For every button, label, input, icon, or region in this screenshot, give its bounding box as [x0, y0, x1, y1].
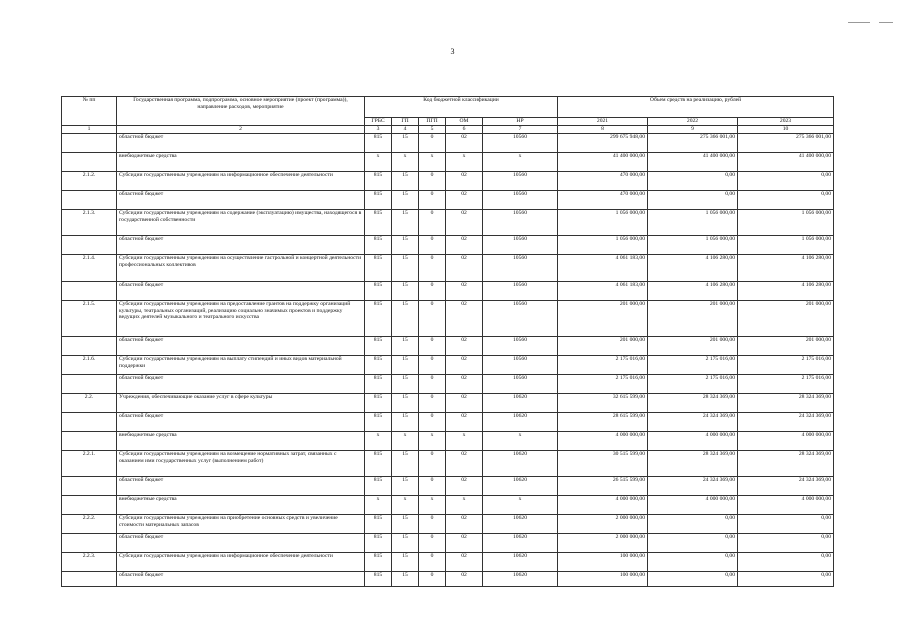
code-om: 02 [446, 134, 483, 153]
code-gp: 15 [392, 210, 419, 236]
amount-2022: 0,00 [648, 553, 738, 572]
amount-2022: 0,00 [648, 534, 738, 553]
page-number: 3 [450, 47, 455, 56]
table-row [62, 191, 834, 210]
row-number: 2.2.1. [62, 451, 117, 477]
code-pgp: 0 [419, 282, 446, 301]
row-number [62, 375, 117, 394]
amount-2022: 0,00 [648, 515, 738, 534]
amount-2023: 4 106 280,00 [738, 282, 834, 301]
table-row [62, 534, 834, 553]
column-index: 2 [117, 126, 365, 134]
code-om: 02 [446, 282, 483, 301]
header-num: № пп [62, 97, 117, 126]
amount-2023: 0,00 [738, 553, 834, 572]
code-grbs: 815 [365, 301, 392, 337]
column-index: 7 [483, 126, 558, 134]
code-pgp: 0 [419, 572, 446, 587]
amount-2022: 201 000,00 [648, 337, 738, 356]
row-number: 2.1.3. [62, 210, 117, 236]
row-name: областной бюджет [117, 413, 365, 432]
code-nr: 10620 [483, 413, 558, 432]
code-om: 02 [446, 375, 483, 394]
table-row [62, 572, 834, 587]
amount-2023: 201 000,00 [738, 337, 834, 356]
code-nr: 10560 [483, 301, 558, 337]
code-om: 02 [446, 255, 483, 282]
code-nr: 10560 [483, 356, 558, 375]
amount-2023: 0,00 [738, 515, 834, 534]
row-name: Субсидии государственным учреждениям на возмещение нормативных затрат, связанных с оказанием ими государственных услуг (выполнением работ) [117, 451, 365, 477]
row-name: областной бюджет [117, 282, 365, 301]
code-nr: 10560 [483, 134, 558, 153]
code-om: 02 [446, 477, 483, 496]
code-grbs: х [365, 432, 392, 451]
amount-2021: 100 000,00 [558, 572, 648, 587]
amount-2023: 0,00 [738, 534, 834, 553]
amount-2022: 4 000 000,00 [648, 432, 738, 451]
header-nr: НР [483, 118, 558, 126]
row-name: областной бюджет [117, 191, 365, 210]
amount-2022: 1 056 000,00 [648, 236, 738, 255]
code-nr: 10560 [483, 172, 558, 191]
table-row [62, 153, 834, 172]
code-grbs: х [365, 153, 392, 172]
amount-2021: 32 615 599,00 [558, 394, 648, 413]
amount-2022: 0,00 [648, 172, 738, 191]
row-number [62, 134, 117, 153]
scan-mark [848, 22, 870, 23]
code-gp: 15 [392, 236, 419, 255]
code-gp: 15 [392, 356, 419, 375]
table-row [62, 375, 834, 394]
code-gp: 15 [392, 477, 419, 496]
row-number: 2.1.2. [62, 172, 117, 191]
amount-2022: 2 175 016,00 [648, 375, 738, 394]
code-nr: 10620 [483, 534, 558, 553]
table-row [62, 172, 834, 191]
amount-2022: 0,00 [648, 572, 738, 587]
table-row [62, 236, 834, 255]
amount-2023: 2 175 016,00 [738, 375, 834, 394]
code-gp: 15 [392, 451, 419, 477]
amount-2023: 275 366 001,00 [738, 134, 834, 153]
code-nr: 10620 [483, 515, 558, 534]
table-row [62, 337, 834, 356]
code-grbs: 815 [365, 356, 392, 375]
header-year-2022: 2022 [648, 118, 738, 126]
amount-2021: 4 061 183,00 [558, 255, 648, 282]
column-index: 6 [446, 126, 483, 134]
row-name: областной бюджет [117, 337, 365, 356]
row-number [62, 413, 117, 432]
table-row [62, 134, 834, 153]
code-om: 02 [446, 515, 483, 534]
code-gp: 15 [392, 337, 419, 356]
code-grbs: 815 [365, 553, 392, 572]
code-om: 02 [446, 210, 483, 236]
row-number: 2.1.6. [62, 356, 117, 375]
table-row [62, 515, 834, 534]
code-grbs: 815 [365, 515, 392, 534]
table-row [62, 394, 834, 413]
amount-2021: 26 515 599,00 [558, 477, 648, 496]
code-gp: 15 [392, 134, 419, 153]
amount-2022: 41 400 000,00 [648, 153, 738, 172]
code-pgp: 0 [419, 255, 446, 282]
code-grbs: 815 [365, 572, 392, 587]
row-name: областной бюджет [117, 572, 365, 587]
code-nr: 10620 [483, 477, 558, 496]
code-om: 02 [446, 337, 483, 356]
amount-2022: 1 056 000,00 [648, 210, 738, 236]
amount-2021: 201 000,00 [558, 301, 648, 337]
code-om: 02 [446, 172, 483, 191]
amount-2022: 24 324 369,00 [648, 413, 738, 432]
amount-2022: 0,00 [648, 191, 738, 210]
amount-2023: 4 000 000,00 [738, 496, 834, 515]
code-om: 02 [446, 413, 483, 432]
code-om: 02 [446, 534, 483, 553]
row-number [62, 337, 117, 356]
code-gp: 15 [392, 255, 419, 282]
code-pgp: х [419, 432, 446, 451]
column-index: 4 [392, 126, 419, 134]
row-number: 2.1.5. [62, 301, 117, 337]
code-om: 02 [446, 553, 483, 572]
code-pgp: 0 [419, 534, 446, 553]
row-number: 2.2.2. [62, 515, 117, 534]
amount-2021: 1 056 000,00 [558, 236, 648, 255]
code-om: 02 [446, 191, 483, 210]
code-gp: х [392, 153, 419, 172]
amount-2023: 24 324 369,00 [738, 413, 834, 432]
code-pgp: 0 [419, 301, 446, 337]
code-pgp: 0 [419, 515, 446, 534]
row-name: областной бюджет [117, 134, 365, 153]
code-nr: 10560 [483, 236, 558, 255]
row-name: Субсидии государственным учреждениям на предоставление грантов на поддержку организаций культуры, театральных организаций, реализацию социально значимых проектов и поддержку ведущих деятелей музыкального и театрального искусства [117, 301, 365, 337]
code-nr: х [483, 432, 558, 451]
amount-2021: 2 000 000,00 [558, 515, 648, 534]
code-grbs: 815 [365, 236, 392, 255]
code-om: 02 [446, 356, 483, 375]
amount-2023: 28 324 369,00 [738, 451, 834, 477]
code-om: 02 [446, 572, 483, 587]
column-index: 3 [365, 126, 392, 134]
amount-2022: 24 324 369,00 [648, 477, 738, 496]
row-number [62, 432, 117, 451]
amount-2022: 28 324 369,00 [648, 394, 738, 413]
header-year-2023: 2023 [738, 118, 834, 126]
code-grbs: 815 [365, 451, 392, 477]
amount-2022: 2 175 016,00 [648, 356, 738, 375]
code-gp: 15 [392, 413, 419, 432]
row-name: Субсидии государственным учреждениям на осуществление гастрольной и концертной деятельности профессиональных коллективов [117, 255, 365, 282]
row-name: Субсидии государственным учреждениям на выплату стипендий и иных видов материальной поддержки [117, 356, 365, 375]
row-name: внебюджетные средства [117, 432, 365, 451]
code-nr: 10620 [483, 394, 558, 413]
amount-2021: 2 175 016,00 [558, 356, 648, 375]
code-nr: 10560 [483, 282, 558, 301]
code-grbs: 815 [365, 413, 392, 432]
amount-2023: 0,00 [738, 172, 834, 191]
row-name: внебюджетные средства [117, 496, 365, 515]
row-name: областной бюджет [117, 477, 365, 496]
row-number [62, 236, 117, 255]
code-gp: 15 [392, 534, 419, 553]
column-index: 5 [419, 126, 446, 134]
row-number [62, 496, 117, 515]
row-name: областной бюджет [117, 375, 365, 394]
row-name: Субсидии государственным учреждениям на информационное обеспечение деятельности [117, 553, 365, 572]
amount-2021: 299 675 948,00 [558, 134, 648, 153]
amount-2023: 0,00 [738, 191, 834, 210]
code-gp: 15 [392, 553, 419, 572]
code-pgp: 0 [419, 191, 446, 210]
code-nr: х [483, 153, 558, 172]
code-pgp: 0 [419, 375, 446, 394]
code-pgp: 0 [419, 236, 446, 255]
table-row [62, 553, 834, 572]
code-om: х [446, 496, 483, 515]
code-nr: 10560 [483, 210, 558, 236]
code-gp: х [392, 432, 419, 451]
code-pgp: 0 [419, 413, 446, 432]
code-pgp: х [419, 153, 446, 172]
amount-2021: 1 056 000,00 [558, 210, 648, 236]
code-om: 02 [446, 301, 483, 337]
row-number [62, 572, 117, 587]
amount-2022: 275 366 001,00 [648, 134, 738, 153]
header-name: Государственная программа, подпрограмма, основное мероприятие (проект (программа)), направление расходов, мероприятие [117, 97, 365, 126]
header-gp: ГП [392, 118, 419, 126]
code-grbs: 815 [365, 191, 392, 210]
table-row [62, 413, 834, 432]
budget-table [61, 96, 834, 587]
code-grbs: 815 [365, 210, 392, 236]
amount-2021: 470 000,00 [558, 191, 648, 210]
code-pgp: 0 [419, 394, 446, 413]
row-name: внебюджетные средства [117, 153, 365, 172]
amount-2021: 100 000,00 [558, 553, 648, 572]
table-row [62, 356, 834, 375]
row-number [62, 153, 117, 172]
amount-2021: 41 400 000,00 [558, 153, 648, 172]
row-number: 2.2. [62, 394, 117, 413]
amount-2023: 201 000,00 [738, 301, 834, 337]
code-om: 02 [446, 236, 483, 255]
row-number [62, 477, 117, 496]
header-grbs: ГРБС [365, 118, 392, 126]
code-grbs: 815 [365, 172, 392, 191]
amount-2023: 1 056 000,00 [738, 236, 834, 255]
code-grbs: 815 [365, 337, 392, 356]
code-grbs: 815 [365, 534, 392, 553]
header-code-group: Код бюджетной классификации [365, 97, 558, 118]
code-pgp: 0 [419, 337, 446, 356]
code-pgp: 0 [419, 451, 446, 477]
scan-mark [879, 22, 893, 23]
table-row [62, 301, 834, 337]
table-row [62, 451, 834, 477]
code-nr: 10620 [483, 451, 558, 477]
amount-2023: 28 324 369,00 [738, 394, 834, 413]
table-row [62, 477, 834, 496]
amount-2021: 2 175 016,00 [558, 375, 648, 394]
table-row [62, 496, 834, 515]
row-name: Субсидии государственным учреждениям на содержание (эксплуатацию) имущества, находящегося в государственной собственности [117, 210, 365, 236]
amount-2023: 2 175 016,00 [738, 356, 834, 375]
code-gp: 15 [392, 191, 419, 210]
amount-2021: 201 000,00 [558, 337, 648, 356]
code-grbs: 815 [365, 255, 392, 282]
amount-2021: 28 615 599,00 [558, 413, 648, 432]
code-nr: х [483, 496, 558, 515]
header-year-2021: 2021 [558, 118, 648, 126]
amount-2023: 4 106 280,00 [738, 255, 834, 282]
code-pgp: х [419, 496, 446, 515]
amount-2021: 2 000 000,00 [558, 534, 648, 553]
code-gp: 15 [392, 172, 419, 191]
code-om: 02 [446, 394, 483, 413]
amount-2023: 24 324 369,00 [738, 477, 834, 496]
code-pgp: 0 [419, 356, 446, 375]
code-nr: 10560 [483, 375, 558, 394]
code-nr: 10620 [483, 553, 558, 572]
amount-2021: 4 000 000,00 [558, 432, 648, 451]
code-gp: 15 [392, 572, 419, 587]
column-index: 8 [558, 126, 648, 134]
code-pgp: 0 [419, 210, 446, 236]
row-number [62, 191, 117, 210]
amount-2022: 4 106 280,00 [648, 282, 738, 301]
row-name: областной бюджет [117, 236, 365, 255]
row-number: 2.1.4. [62, 255, 117, 282]
header-om: ОМ [446, 118, 483, 126]
amount-2021: 4 061 183,00 [558, 282, 648, 301]
amount-2021: 470 000,00 [558, 172, 648, 191]
column-index: 1 [62, 126, 117, 134]
amount-2021: 4 000 000,00 [558, 496, 648, 515]
table-row [62, 282, 834, 301]
code-pgp: 0 [419, 477, 446, 496]
amount-2023: 4 000 000,00 [738, 432, 834, 451]
code-nr: 10620 [483, 572, 558, 587]
amount-2022: 4 106 280,00 [648, 255, 738, 282]
code-grbs: 815 [365, 134, 392, 153]
code-nr: 10560 [483, 191, 558, 210]
amount-2023: 0,00 [738, 572, 834, 587]
row-number [62, 282, 117, 301]
code-grbs: 815 [365, 394, 392, 413]
code-pgp: 0 [419, 553, 446, 572]
code-gp: х [392, 496, 419, 515]
code-grbs: 815 [365, 477, 392, 496]
amount-2021: 30 515 599,00 [558, 451, 648, 477]
code-grbs: х [365, 496, 392, 515]
code-pgp: 0 [419, 134, 446, 153]
amount-2023: 41 400 000,00 [738, 153, 834, 172]
table-row [62, 255, 834, 282]
row-name: Субсидии государственным учреждениям на приобретение основных средств и увеличение стоимости материальных запасов [117, 515, 365, 534]
code-gp: 15 [392, 301, 419, 337]
table-row [62, 210, 834, 236]
code-gp: 15 [392, 375, 419, 394]
code-pgp: 0 [419, 172, 446, 191]
code-gp: 15 [392, 282, 419, 301]
amount-2023: 1 056 000,00 [738, 210, 834, 236]
column-index: 9 [648, 126, 738, 134]
code-om: 02 [446, 451, 483, 477]
column-index-row [62, 126, 834, 134]
row-number: 2.2.3. [62, 553, 117, 572]
code-om: х [446, 432, 483, 451]
table-row [62, 432, 834, 451]
row-number [62, 534, 117, 553]
amount-2022: 28 324 369,00 [648, 451, 738, 477]
amount-2022: 201 000,00 [648, 301, 738, 337]
code-nr: 10560 [483, 337, 558, 356]
header-pgp: ПГП [419, 118, 446, 126]
row-name: Субсидии государственным учреждениям на информационное обеспечение деятельности [117, 172, 365, 191]
row-name: Учреждения, обеспечивающие оказание услуг в сфере культуры [117, 394, 365, 413]
row-name: областной бюджет [117, 534, 365, 553]
code-om: х [446, 153, 483, 172]
column-index: 10 [738, 126, 834, 134]
code-grbs: 815 [365, 375, 392, 394]
code-nr: 10560 [483, 255, 558, 282]
code-gp: 15 [392, 394, 419, 413]
code-grbs: 815 [365, 282, 392, 301]
code-gp: 15 [392, 515, 419, 534]
header-volume-group: Объем средств на реализацию, рублей [558, 97, 834, 118]
amount-2022: 4 000 000,00 [648, 496, 738, 515]
